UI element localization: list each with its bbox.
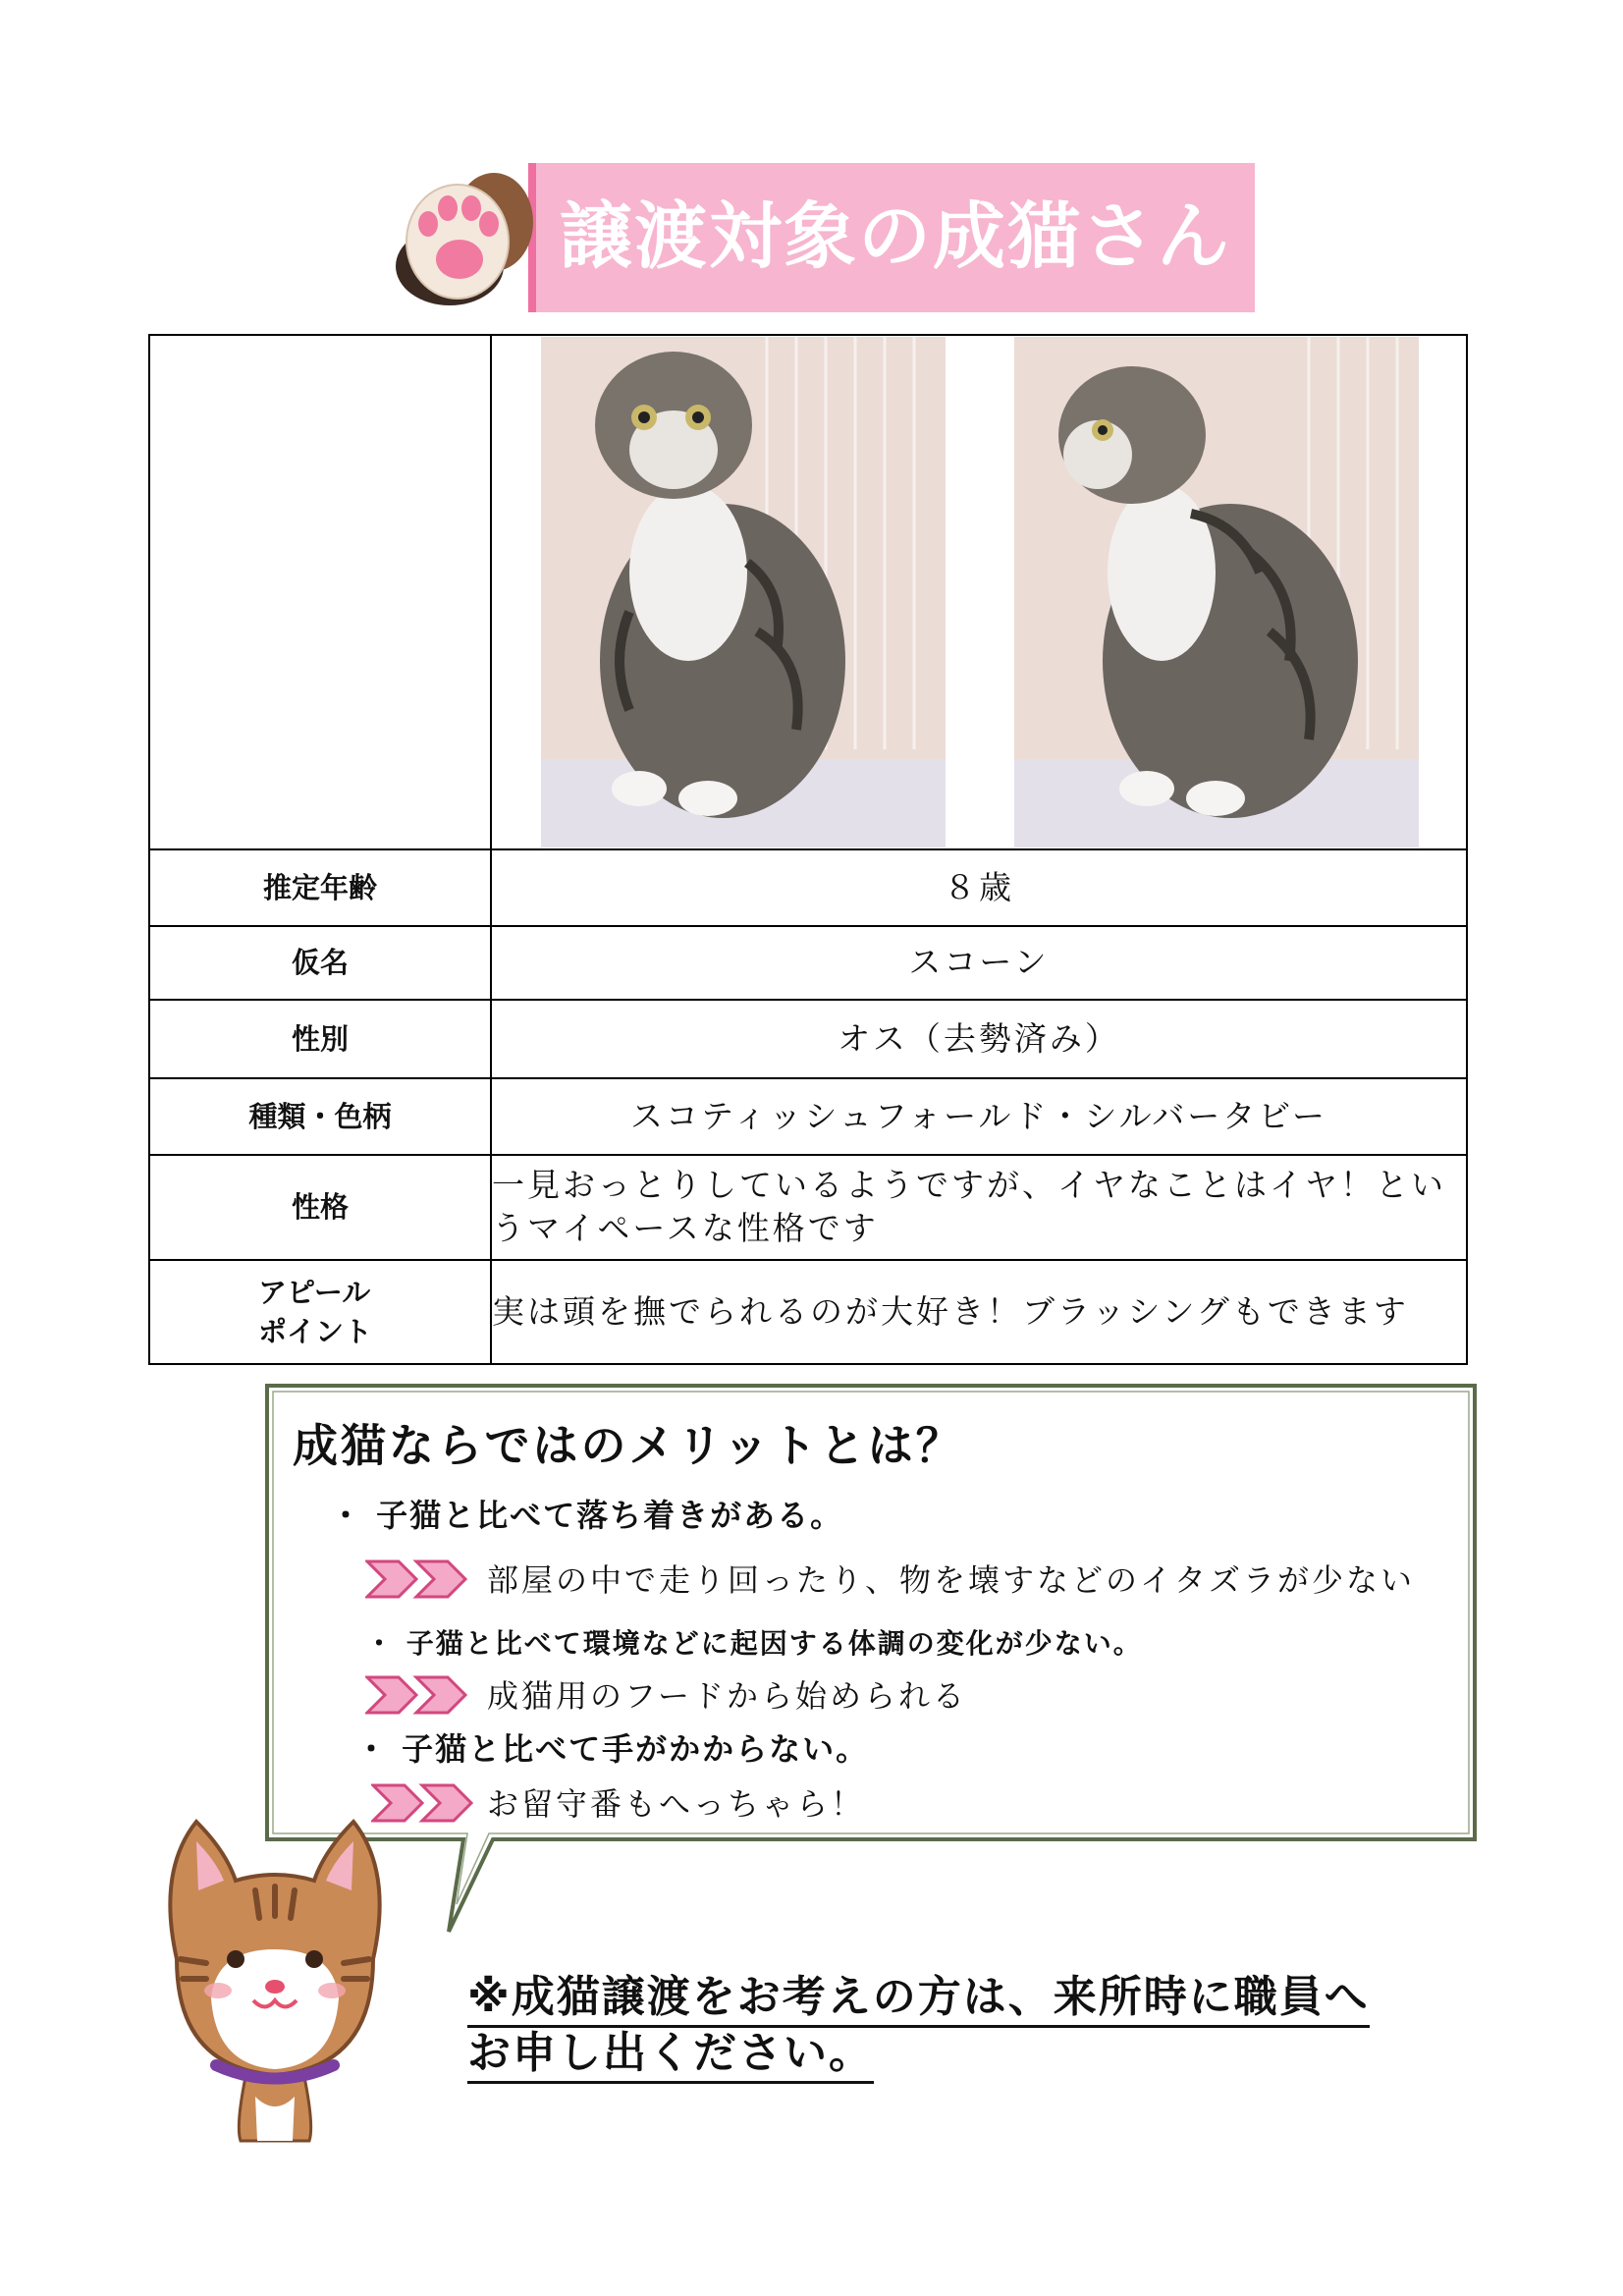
table-row [149, 1260, 1467, 1364]
appeal-value: 実は頭を撫でられるのが大好き！ブラッシングもできます [491, 1260, 1467, 1364]
table-row [149, 1078, 1467, 1155]
personality-label: 性格 [149, 1155, 491, 1259]
photo-cell [491, 335, 1467, 849]
cat-photo-front [541, 337, 946, 847]
breed-label: 種類・色柄 [149, 1078, 491, 1155]
note-line-2: お申し出ください。 [467, 2028, 874, 2084]
page-title: 譲渡対象の成猫さん [560, 194, 1231, 279]
merits-title: 成猫ならではのメリットとは？ [293, 1419, 964, 1472]
profile-table [148, 334, 1468, 1365]
merit-point-3: ・ 子猫と比べて手がかからない。 [355, 1730, 870, 1768]
double-arrow-icon [365, 1675, 473, 1715]
table-row [149, 1000, 1467, 1078]
table-row [149, 926, 1467, 999]
age-value: ８歳 [491, 849, 1467, 926]
adoption-note [467, 1972, 1449, 2084]
sex-value: オス（去勢済み） [491, 1000, 1467, 1078]
personality-value: 一見おっとりしているようですが、イヤなことはイヤ！というマイペースな性格です [491, 1155, 1467, 1259]
photo-row [149, 335, 1467, 849]
appeal-label: アピール ポイント [149, 1260, 491, 1364]
merit-result-3: お留守番もへっちゃら！ [487, 1785, 866, 1823]
table-row [149, 849, 1467, 926]
cat-photo-side [1014, 337, 1419, 847]
table-row [149, 1155, 1467, 1259]
breed-value: スコティッシュフォールド・シルバータビー [491, 1078, 1467, 1155]
age-label: 推定年齢 [149, 849, 491, 926]
sex-label: 性別 [149, 1000, 491, 1078]
merit-point-1: ・ 子猫と比べて落ち着きがある。 [330, 1497, 844, 1534]
merit-result-1: 部屋の中で走り回ったり、物を壊すなどのイタズラが少ない [487, 1561, 1416, 1599]
cat-illustration-icon [137, 1812, 412, 2146]
merit-point-2: ・ 子猫と比べて環境などに起因する体調の変化が少ない。 [365, 1627, 1143, 1660]
merit-result-2: 成猫用のフードから始められる [487, 1677, 968, 1715]
double-arrow-icon [365, 1559, 473, 1599]
name-label: 仮名 [149, 926, 491, 999]
name-value: スコーン [491, 926, 1467, 999]
note-line-1: ※成猫譲渡をお考えの方は、来所時に職員へ [467, 1972, 1370, 2028]
paw-icon [381, 163, 538, 310]
photo-row-label [149, 335, 491, 849]
